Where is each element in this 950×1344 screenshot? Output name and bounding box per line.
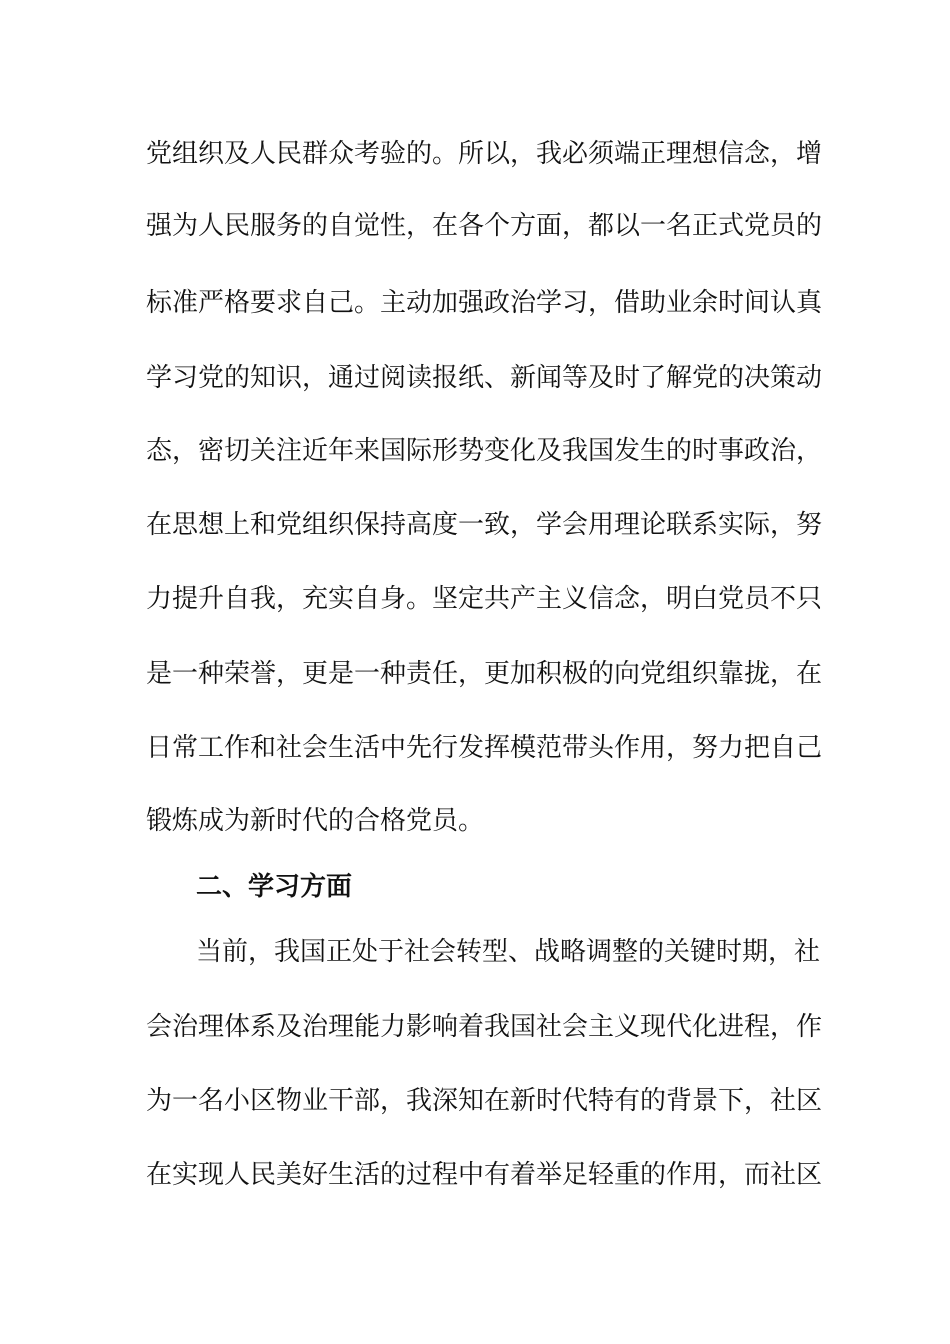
paragraph-2-line-3: 为一名小区物业干部，我深知在新时代特有的背景下，社区 <box>146 1086 823 1116</box>
paragraph-1-line-4: 学习党的知识，通过阅读报纸、新闻等及时了解党的决策动 <box>146 363 823 393</box>
paragraph-1-line-1: 党组织及人民群众考验的。所以，我必须端正理想信念，增 <box>146 139 823 169</box>
paragraph-1-line-9: 日常工作和社会生活中先行发挥模范带头作用，努力把自己 <box>146 733 823 763</box>
paragraph-1-line-8: 是一种荣誉，更是一种责任，更加积极的向党组织靠拢，在 <box>146 659 823 689</box>
paragraph-2-line-1: 当前，我国正处于社会转型、战略调整的关键时期，社 <box>196 937 821 967</box>
paragraph-2-line-4: 在实现人民美好生活的过程中有着举足轻重的作用，而社区 <box>146 1160 823 1190</box>
paragraph-1-line-3: 标准严格要求自己。主动加强政治学习，借助业余时间认真 <box>146 288 823 318</box>
paragraph-1-line-6: 在思想上和党组织保持高度一致，学会用理论联系实际，努 <box>146 510 823 540</box>
section-heading: 二、学习方面 <box>196 872 353 902</box>
paragraph-1-line-2: 强为人民服务的自觉性，在各个方面，都以一名正式党员的 <box>146 211 823 241</box>
paragraph-2-line-2: 会治理体系及治理能力影响着我国社会主义现代化进程，作 <box>146 1012 823 1042</box>
paragraph-1-line-5: 态，密切关注近年来国际形势变化及我国发生的时事政治， <box>146 436 823 466</box>
paragraph-1-line-7: 力提升自我，充实自身。坚定共产主义信念，明白党员不只 <box>146 584 823 614</box>
paragraph-1-line-10: 锻炼成为新时代的合格党员。 <box>146 806 485 836</box>
